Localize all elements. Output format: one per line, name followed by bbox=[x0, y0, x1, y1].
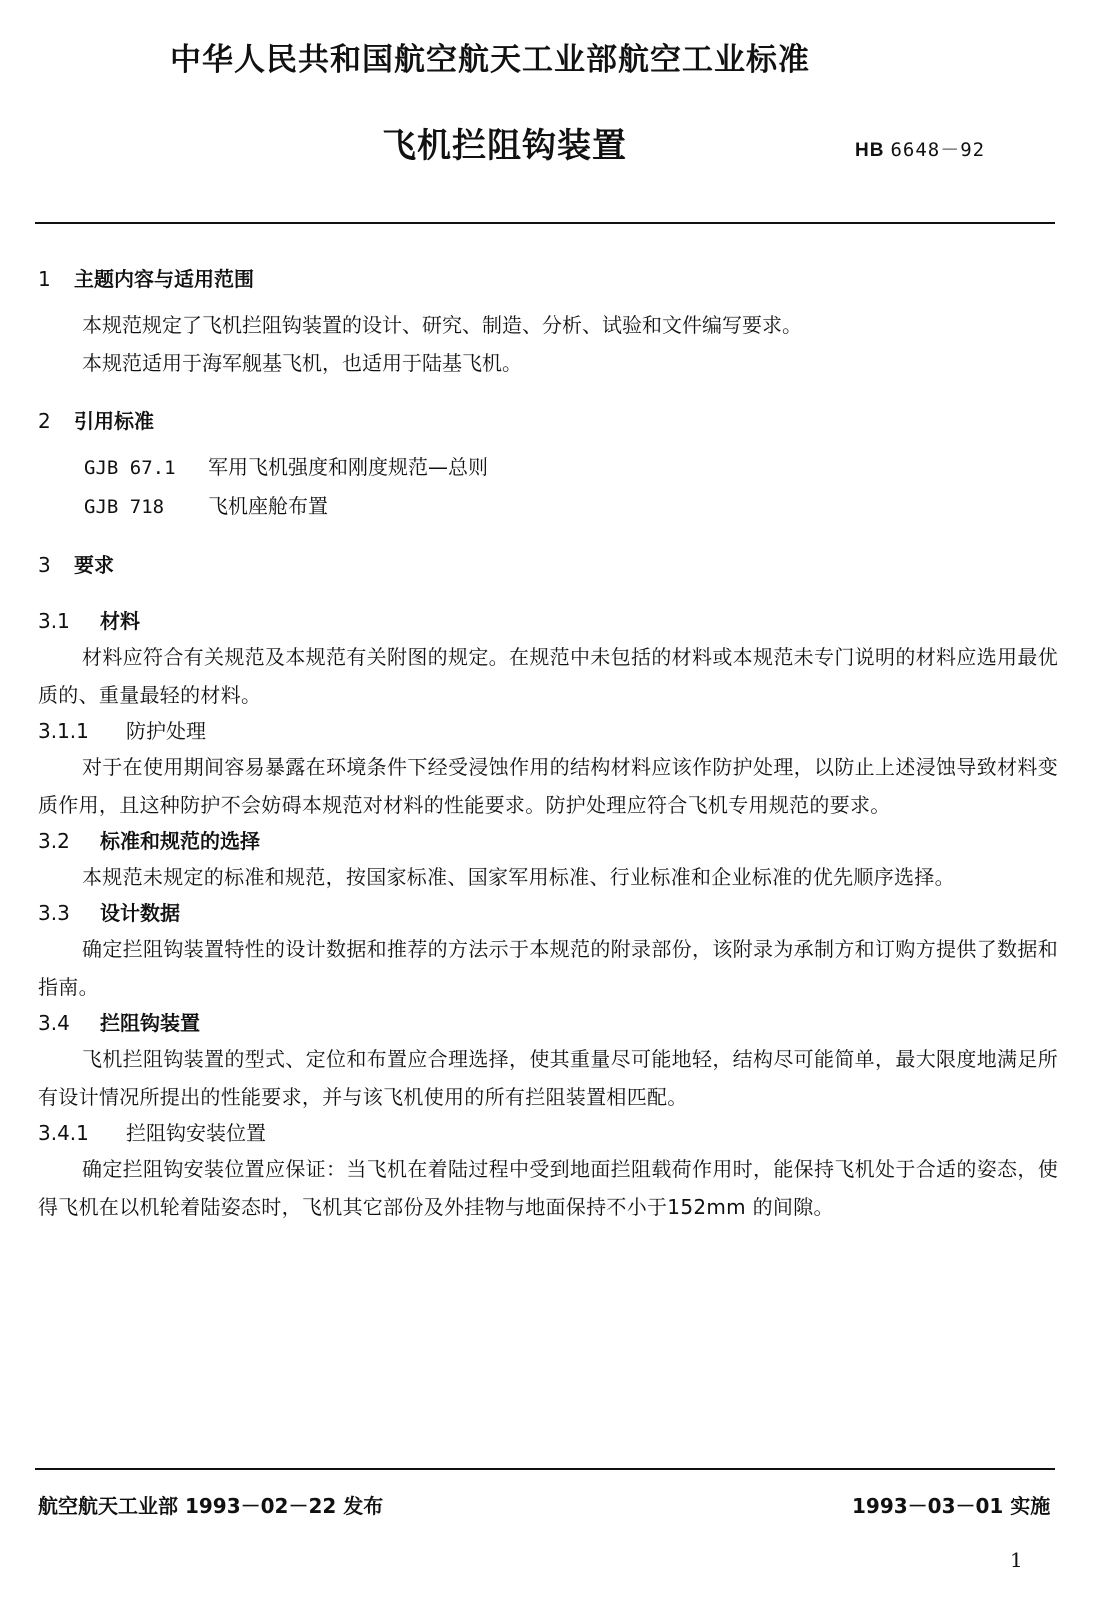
section-3-4-1-heading bbox=[38, 1116, 1058, 1150]
section-3-4-paragraph: 飞机拦阻钩装置的型式、定位和布置应合理选择，使其重量尽可能地轻，结构尽可能简单，最大限度地满足所有设计情况所提出的性能要求，并与该飞机使用的所有拦阻装置相匹配。 bbox=[38, 1047, 1058, 1109]
section-3-1-paragraph: 材料应符合有关规范及本规范有关附图的规定。在规范中未包括的材料或本规范未专门说明的材料应选用最优质的、重量最轻的材料。 bbox=[38, 645, 1058, 707]
effective-date: 1993－03－01 实施 bbox=[852, 1494, 1051, 1518]
section-3-1-1-heading bbox=[38, 714, 1058, 748]
section-number: 3.2 bbox=[38, 829, 70, 853]
reference-item bbox=[38, 448, 1058, 487]
section-number: 3.1 bbox=[38, 609, 70, 633]
section-title: 主题内容与适用范围 bbox=[74, 267, 254, 291]
reference-item bbox=[38, 487, 1058, 526]
reference-name: 军用飞机强度和刚度规范—总则 bbox=[208, 455, 488, 479]
section-number: 3.1.1 bbox=[38, 719, 89, 743]
reference-code: GJB 718 bbox=[84, 496, 165, 518]
section-title: 拦阻钩装置 bbox=[100, 1011, 200, 1035]
section-3-2-paragraph: 本规范未规定的标准和规范，按国家标准、国家军用标准、行业标准和企业标准的优先顺序选择。 bbox=[82, 865, 955, 889]
section-3-4-1-paragraph: 确定拦阻钩安装位置应保证：当飞机在着陆过程中受到地面拦阻载荷作用时，能保持飞机处于合适的姿态，使得飞机在以机轮着陆姿态时，飞机其它部份及外挂物与地面保持不小于152mm 的间隙。 bbox=[38, 1157, 1058, 1219]
reference-code: GJB 67.1 bbox=[84, 457, 176, 479]
section-3-1-1-paragraph: 对于在使用期间容易暴露在环境条件下经受浸蚀作用的结构材料应该作防护处理，以防止上述浸蚀导致材料变质作用，且这种防护不会妨碍本规范对材料的性能要求。防护处理应符合飞机专用规范的要求。 bbox=[38, 755, 1058, 817]
section-number: 1 bbox=[38, 267, 51, 291]
section-number: 3.4 bbox=[38, 1011, 70, 1035]
section-number: 3 bbox=[38, 553, 51, 577]
header-divider bbox=[35, 222, 1055, 224]
section-title: 拦阻钩安装位置 bbox=[126, 1121, 266, 1145]
section-title: 标准和规范的选择 bbox=[100, 829, 260, 853]
standard-number bbox=[855, 135, 985, 162]
section-2-heading bbox=[38, 404, 1058, 438]
section-number: 3.3 bbox=[38, 901, 70, 925]
footer-divider bbox=[35, 1468, 1055, 1470]
section-number: 3.4.1 bbox=[38, 1121, 89, 1145]
section-1-paragraph-2: 本规范适用于海军舰基飞机，也适用于陆基飞机。 bbox=[82, 351, 522, 375]
section-number: 2 bbox=[38, 409, 51, 433]
reference-name: 飞机座舱布置 bbox=[208, 494, 328, 518]
section-3-heading bbox=[38, 548, 1058, 582]
section-3-2-heading bbox=[38, 824, 1058, 858]
document-title: 飞机拦阻钩装置 bbox=[382, 126, 627, 166]
section-1-heading bbox=[38, 262, 1058, 296]
issuing-authority: 中华人民共和国航空航天工业部航空工业标准 bbox=[170, 42, 810, 78]
section-title: 引用标准 bbox=[74, 409, 154, 433]
section-3-4-heading bbox=[38, 1006, 1058, 1040]
section-title: 材料 bbox=[100, 609, 140, 633]
section-1-paragraph-1: 本规范规定了飞机拦阻钩装置的设计、研究、制造、分析、试验和文件编写要求。 bbox=[82, 313, 802, 337]
standard-prefix: HB bbox=[855, 140, 885, 161]
section-3-3-paragraph: 确定拦阻钩装置特性的设计数据和推荐的方法示于本规范的附录部份，该附录为承制方和订购方提供了数据和指南。 bbox=[38, 937, 1058, 999]
issue-date: 航空航天工业部 1993－02－22 发布 bbox=[38, 1494, 384, 1518]
section-3-3-heading bbox=[38, 896, 1058, 930]
section-title: 要求 bbox=[74, 553, 114, 577]
standard-code: 6648－92 bbox=[890, 139, 986, 161]
page-number: 1 bbox=[1010, 1548, 1023, 1572]
section-title: 防护处理 bbox=[126, 719, 206, 743]
section-title: 设计数据 bbox=[100, 901, 180, 925]
document-body bbox=[38, 262, 1058, 1226]
section-3-1-heading bbox=[38, 604, 1058, 638]
